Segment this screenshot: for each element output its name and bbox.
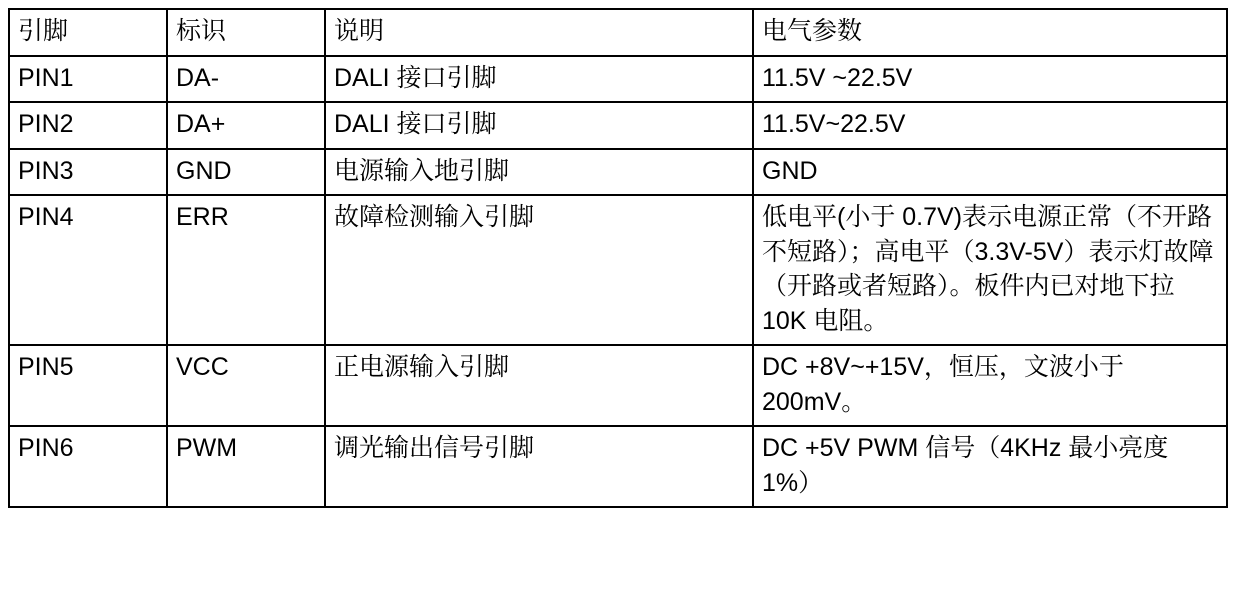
cell-desc-text: DALI 接口引脚 bbox=[334, 110, 497, 138]
table-row bbox=[9, 102, 1227, 149]
column-header-pin bbox=[9, 9, 167, 56]
column-header-elec-label: 电气参数 bbox=[762, 17, 863, 45]
column-header-elec bbox=[753, 9, 1227, 56]
column-header-ident-label: 标识 bbox=[176, 17, 227, 45]
cell-elec bbox=[753, 149, 1227, 196]
cell-pin-text: PIN3 bbox=[18, 156, 74, 185]
cell-desc-text: 调光输出信号引脚 bbox=[334, 434, 535, 462]
cell-desc-text: 正电源输入引脚 bbox=[334, 353, 510, 381]
cell-ident bbox=[167, 102, 325, 149]
cell-elec-text: GND bbox=[762, 156, 818, 185]
cell-ident-text: DA+ bbox=[176, 110, 226, 138]
cell-ident-text: ERR bbox=[176, 203, 229, 231]
cell-elec bbox=[753, 102, 1227, 149]
cell-elec-text: 11.5V ~22.5V bbox=[762, 63, 913, 92]
cell-desc-text: DALI 接口引脚 bbox=[334, 63, 497, 92]
column-header-pin-label: 引脚 bbox=[18, 17, 69, 45]
cell-elec-text: 低电平(小于 0.7V)表示电源正常（不开路不短路）；高电平（3.3V-5V）表示灯故障（开路或者短路）。板件内已对地下拉 10K 电阻。 bbox=[762, 203, 1214, 335]
cell-desc bbox=[325, 149, 753, 196]
cell-desc bbox=[325, 195, 753, 345]
cell-desc bbox=[325, 102, 753, 149]
cell-ident bbox=[167, 195, 325, 345]
table-header-row bbox=[9, 9, 1227, 56]
table-row bbox=[9, 426, 1227, 507]
cell-pin-text: PIN2 bbox=[18, 110, 74, 138]
cell-desc-text: 电源输入地引脚 bbox=[334, 156, 510, 185]
cell-pin-text: PIN6 bbox=[18, 434, 74, 462]
cell-desc-text: 故障检测输入引脚 bbox=[334, 203, 535, 231]
cell-ident-text: PWM bbox=[176, 434, 238, 462]
cell-ident-text: VCC bbox=[176, 353, 229, 381]
cell-desc bbox=[325, 345, 753, 426]
cell-pin-text: PIN5 bbox=[18, 353, 74, 381]
pin-definition-table bbox=[8, 8, 1228, 508]
cell-ident bbox=[167, 345, 325, 426]
column-header-desc-label: 说明 bbox=[334, 17, 385, 45]
cell-elec bbox=[753, 195, 1227, 345]
cell-elec bbox=[753, 345, 1227, 426]
cell-elec bbox=[753, 56, 1227, 103]
cell-desc bbox=[325, 426, 753, 507]
cell-pin bbox=[9, 426, 167, 507]
cell-ident-text: GND bbox=[176, 156, 232, 185]
table-row bbox=[9, 149, 1227, 196]
cell-desc bbox=[325, 56, 753, 103]
cell-ident bbox=[167, 149, 325, 196]
table-row bbox=[9, 195, 1227, 345]
cell-pin bbox=[9, 102, 167, 149]
column-header-ident bbox=[167, 9, 325, 56]
cell-pin bbox=[9, 149, 167, 196]
cell-pin-text: PIN1 bbox=[18, 63, 74, 92]
cell-elec-text: DC +5V PWM 信号（4KHz 最小亮度 1%） bbox=[762, 434, 1176, 497]
table-row bbox=[9, 345, 1227, 426]
cell-ident bbox=[167, 426, 325, 507]
cell-pin bbox=[9, 56, 167, 103]
cell-elec bbox=[753, 426, 1227, 507]
cell-elec-text: DC +8V~+15V，恒压，文波小于 200mV。 bbox=[762, 353, 1131, 416]
cell-pin bbox=[9, 345, 167, 426]
cell-pin-text: PIN4 bbox=[18, 203, 74, 231]
cell-elec-text: 11.5V~22.5V bbox=[762, 110, 906, 138]
cell-ident bbox=[167, 56, 325, 103]
cell-pin bbox=[9, 195, 167, 345]
table-row bbox=[9, 56, 1227, 103]
cell-ident-text: DA- bbox=[176, 63, 220, 92]
column-header-desc bbox=[325, 9, 753, 56]
